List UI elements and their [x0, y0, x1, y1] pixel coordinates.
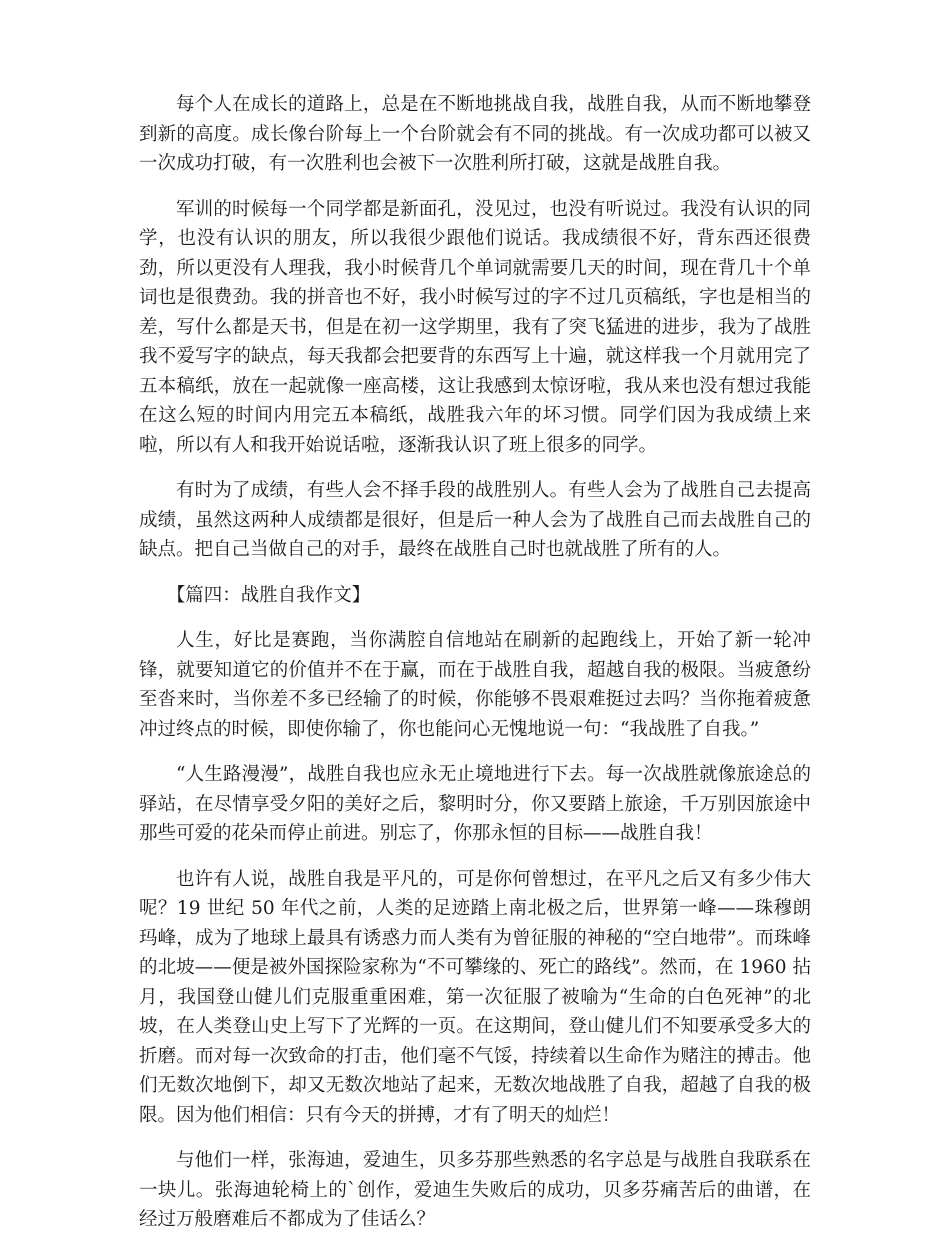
paragraph-7: 与他们一样，张海迪，爱迪生，贝多芬那些熟悉的名字总是与战胜自我联系在一块儿。张海迪轮椅上的`创作，爱迪生失败后的成功，贝多芬痛苦后的曲谱，在经过万般磨难后不都成为了佳话么？	[139, 1150, 811, 1230]
paragraph-2: 军训的时候每一个同学都是新面孔，没见过，也没有听说过。我没有认识的同学，也没有认识的朋友，所以我很少跟他们说话。我成绩很不好，背东西还很费劲，所以更没有人理我，我小时候背几个单词就需要几天的时间，现在背几十个单词也是很费劲。我的拼音也不好，我小时候写过的字不过几页稿纸，字也是相当的差，写什么都是天书，但是在初一这学期里，我有了突飞猛进的进步，我为了战胜我不爱写字的缺点，每天我都会把要背的东西写上十遍，就这样我一个月就用完了五本稿纸，放在一起就像一座高楼，这让我感到太惊讶啦，我从来也没有想过我能在这么短的时间内用完五本稿纸，战胜我六年的坏习惯。同学们因为我成绩上来啦，所以有人和我开始说话啦，逐渐我认识了班上很多的同学。	[139, 198, 811, 456]
paragraph-5: “人生路漫漫”，战胜自我也应永无止境地进行下去。每一次战胜就像旅途总的驿站，在尽情享受夕阳的美好之后，黎明时分，你又要踏上旅途，千万别因旅途中那些可爱的花朵而停止前进。别忘了，你那永恒的目标——战胜自我！	[139, 764, 811, 844]
document-body	[139, 90, 811, 1251]
paragraph-4: 人生，好比是赛跑，当你满腔自信地站在刷新的起跑线上，开始了新一轮冲锋，就要知道它的价值并不在于赢，而在于战胜自我，超越自我的极限。当疲惫纷至沓来时，当你差不多已经输了的时候，你能够不畏艰难挺过去吗？当你拖着疲惫冲过终点的时候，即使你输了，你也能问心无愧地说一句：“我战胜了自我。”	[139, 630, 811, 740]
paragraph-3: 有时为了成绩，有些人会不择手段的战胜别人。有些人会为了战胜自己去提高成绩，虽然这两种人成绩都是很好，但是后一种人会为了战胜自己而去战胜自己的缺点。把自己当做自己的对手，最终在战胜自己时也就战胜了所有的人。	[139, 480, 811, 560]
section-heading: 【篇四：战胜自我作文】	[166, 584, 371, 606]
paragraph-6: 也许有人说，战胜自我是平凡的，可是你何曾想过，在平凡之后又有多少伟大呢？19 世纪 50 年代之前，人类的足迹踏上南北极之后，世界第一峰——珠穆朗玛峰，成为了地球上最具有诱惑力而人类有为曾征服的神秘的“空白地带”。而珠峰的北坡——便是被外国探险家称为“不可攀缘的、死亡的路线”。然而，在 1960 拈月，我国登山健儿们克服重重困难，第一次征服了被喻为“生命的白色死神”的北坡，在人类登山史上写下了光辉的一页。在这期间，登山健儿们不知要承受多大的折磨。而对每一次致命的打击，他们毫不气馁，持续着以生命作为赌注的搏击。他们无数次地倒下，却又无数次地站了起来，无数次地战胜了自我，超越了自我的极限。因为他们相信：只有今天的拼搏，才有了明天的灿烂！	[139, 868, 811, 1126]
paragraph-1: 每个人在成长的道路上，总是在不断地挑战自我，战胜自我，从而不断地攀登到新的高度。成长像台阶每上一个台阶就会有不同的挑战。有一次成功都可以被又一次成功打破，有一次胜利也会被下一次胜利所打破，这就是战胜自我。	[139, 94, 811, 174]
